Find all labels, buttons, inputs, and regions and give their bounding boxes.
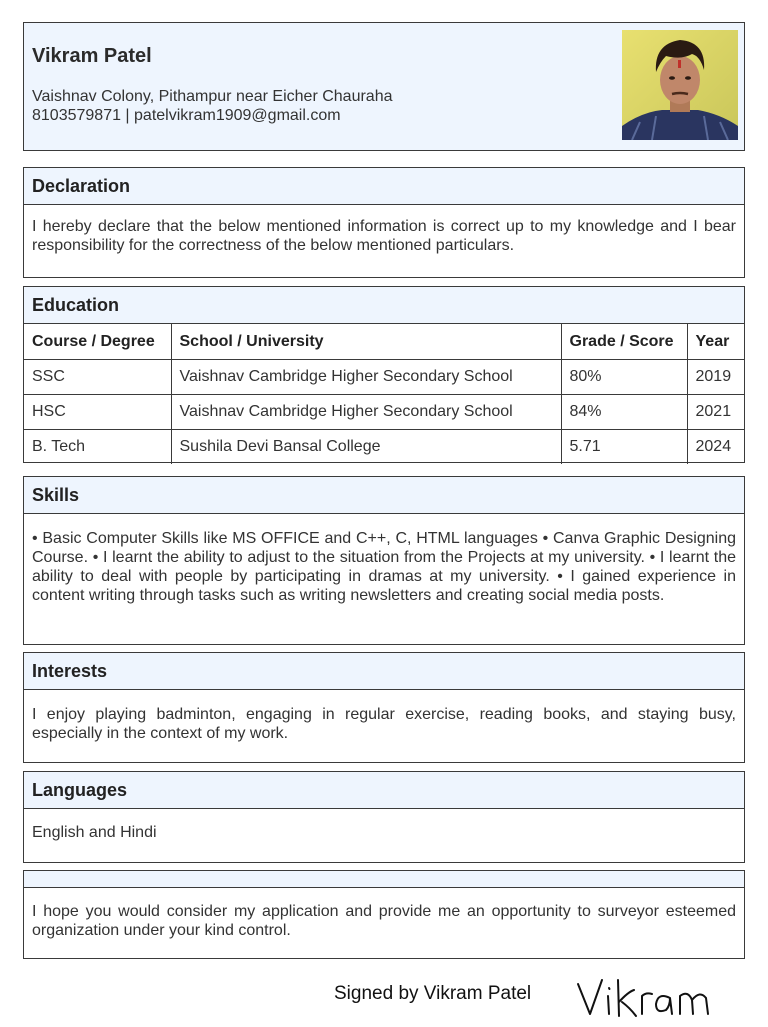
course-cell: B. Tech [24, 430, 171, 465]
table-row [24, 395, 744, 430]
declaration-section [23, 167, 745, 278]
grade-cell: 80% [561, 360, 687, 395]
table-row [24, 360, 744, 395]
grade-cell: 5.71 [561, 430, 687, 465]
school-cell: Vaishnav Cambridge Higher Secondary School [171, 360, 561, 395]
table-header-row [24, 324, 744, 360]
languages-text: English and Hindi [32, 824, 157, 841]
languages-heading: Languages [24, 772, 744, 809]
closing-heading [24, 871, 744, 888]
closing-section [23, 870, 745, 959]
year-cell: 2019 [687, 360, 744, 395]
year-cell: 2021 [687, 395, 744, 430]
skills-text: • Basic Computer Skills like MS OFFICE and C++, C, HTML languages • Canva Graphic Designing Course. • I learnt the ability to adjust to the situation from the Projects at my university. • I learnt the ability to deal with people by participating in dramas at my university. • I gained experience in content writing through tasks such as writing newsletters and creating social media posts. [32, 530, 736, 604]
education-heading: Education [24, 287, 744, 324]
course-cell: HSC [24, 395, 171, 430]
declaration-text: I hereby declare that the below mentioned information is correct up to my knowledge and I bear responsibility for the correctness of the below mentioned particulars. [32, 218, 736, 254]
closing-text: I hope you would consider my application and provide me an opportunity to surveyor esteemed organization under your kind control. [32, 903, 736, 939]
candidate-name: Vikram Patel [32, 45, 152, 67]
signed-by-label: Signed by Vikram Patel [334, 983, 532, 1004]
handwritten-signature [572, 972, 722, 1022]
candidate-contact: 8103579871 | patelvikram1909@gmail.com [32, 107, 341, 124]
languages-section [23, 771, 745, 863]
school-cell: Vaishnav Cambridge Higher Secondary School [171, 395, 561, 430]
education-table [24, 324, 744, 464]
candidate-address: Vaishnav Colony, Pithampur near Eicher Chauraha [32, 88, 393, 105]
course-cell: SSC [24, 360, 171, 395]
profile-photo [622, 30, 738, 140]
column-header: Year [687, 324, 744, 360]
interests-section [23, 652, 745, 763]
profile-header [23, 22, 745, 151]
year-cell: 2024 [695, 438, 732, 455]
education-section [23, 286, 745, 463]
skills-heading: Skills [24, 477, 744, 514]
grade-cell: 84% [561, 395, 687, 430]
interests-heading: Interests [24, 653, 744, 690]
column-header: School / University [171, 324, 561, 360]
table-row [24, 430, 744, 465]
column-header: Course / Degree [24, 324, 171, 360]
interests-text: I enjoy playing badminton, engaging in regular exercise, reading books, and staying busy, especially in the context of my work. [32, 706, 736, 742]
column-header: Grade / Score [561, 324, 687, 360]
school-cell: Sushila Devi Bansal College [171, 430, 561, 465]
declaration-heading: Declaration [24, 168, 744, 205]
skills-section [23, 476, 745, 645]
